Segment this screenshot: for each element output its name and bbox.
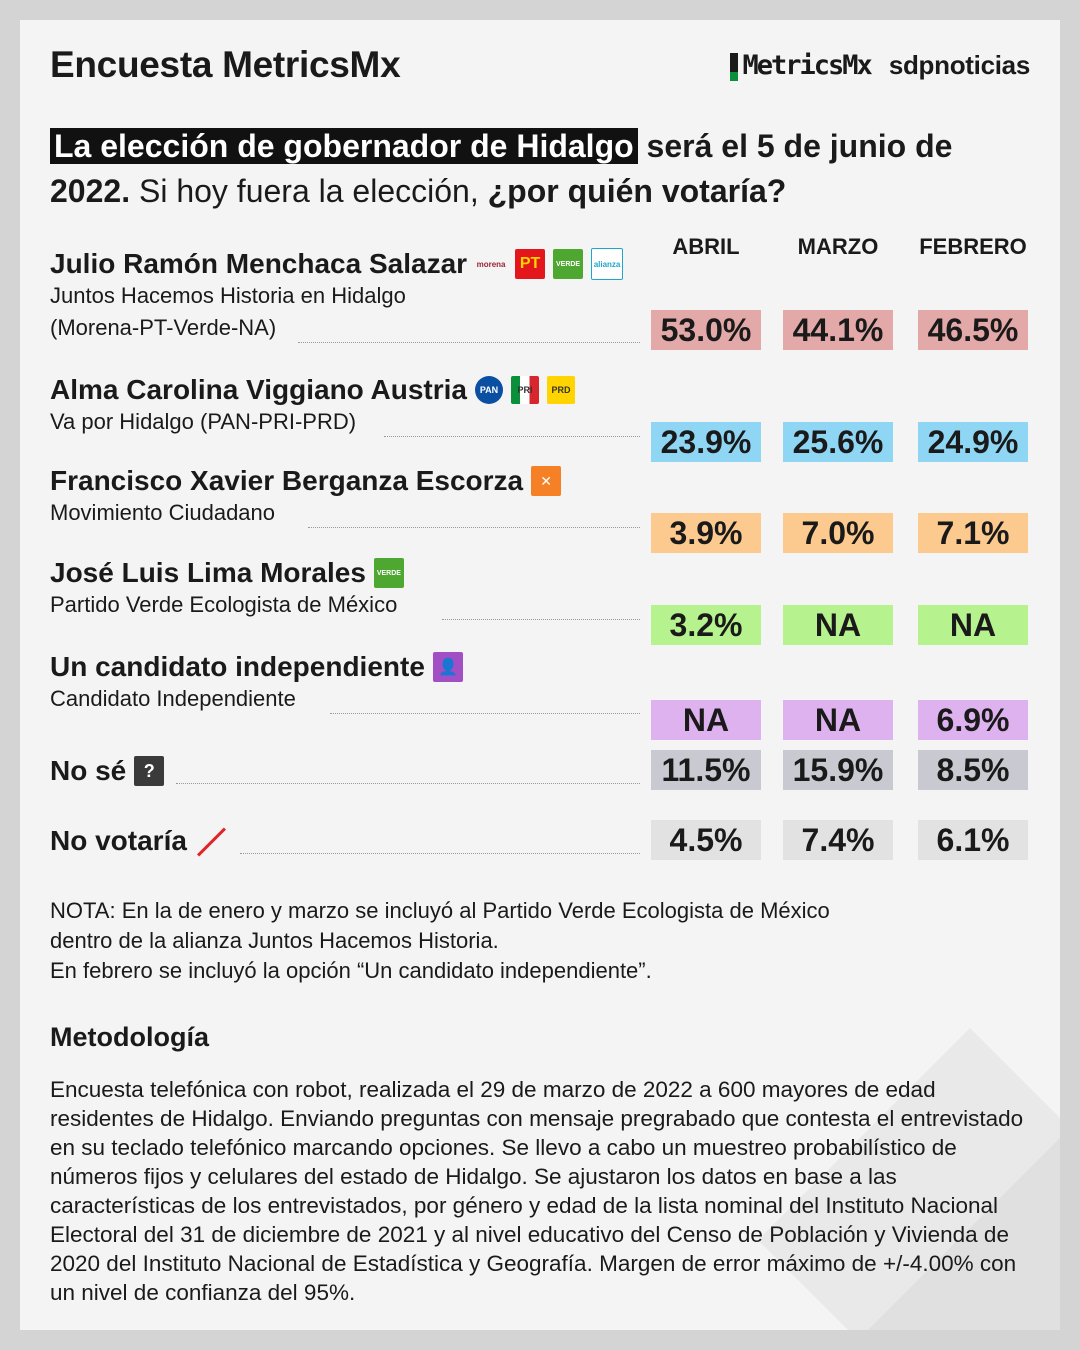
verde-icon: VERDE xyxy=(374,558,404,588)
alianza-icon: alianza xyxy=(591,248,623,280)
candidate-name xyxy=(50,557,640,589)
note-line: dentro de la alianza Juntos Hacemos Historia. xyxy=(50,928,499,953)
question-ask: ¿por quién votaría? xyxy=(487,173,787,209)
value-cell-febrero: 6.9% xyxy=(918,700,1028,740)
leader-dots xyxy=(330,713,640,714)
candidate-coalition: Partido Verde Ecologista de México xyxy=(50,592,398,617)
leader-dots xyxy=(384,436,640,437)
survey-card xyxy=(20,20,1060,1330)
candidate-name xyxy=(50,651,640,683)
value-cell-marzo: 15.9% xyxy=(783,750,893,790)
value-cell-febrero: 8.5% xyxy=(918,750,1028,790)
value-cell-abril: 11.5% xyxy=(651,750,761,790)
question-part: Si hoy fuera la elección, xyxy=(130,173,488,209)
morena-icon: morena xyxy=(476,259,506,269)
survey-title: Encuesta MetricsMx xyxy=(50,44,401,85)
value-cell-abril: NA xyxy=(651,700,761,740)
candidate-name xyxy=(50,248,640,280)
leader-dots xyxy=(308,527,640,528)
value-cell-abril: 3.9% xyxy=(651,513,761,553)
metricsmx-logo-text: MetricsMx xyxy=(742,50,871,81)
candidate-name xyxy=(50,374,640,406)
pt-icon: PT xyxy=(515,249,545,279)
pri-icon: PRI xyxy=(511,376,539,404)
value-cell-febrero: 24.9% xyxy=(918,422,1028,462)
survey-question xyxy=(50,124,1030,214)
value-cell-abril: 4.5% xyxy=(651,820,761,860)
note-line: NOTA: En la de enero y marzo se incluyó al Partido Verde Ecologista de México xyxy=(50,898,830,923)
value-cell-febrero: 7.1% xyxy=(918,513,1028,553)
value-cell-febrero: NA xyxy=(918,605,1028,645)
candidate-coalition: Candidato Independiente xyxy=(50,686,296,711)
independent-icon: 👤 xyxy=(433,652,463,682)
leader-dots xyxy=(240,853,640,854)
question-part: será el 5 de junio de xyxy=(637,128,953,164)
sdpnoticias-logo: sdpnoticias xyxy=(888,50,1030,80)
candidate-coalition: Va por Hidalgo (PAN-PRI-PRD) xyxy=(50,409,357,434)
verde-icon: VERDE xyxy=(553,249,583,279)
question-highlight: La elección de gobernador de Hidalgo xyxy=(50,128,638,164)
value-cell-marzo: NA xyxy=(783,605,893,645)
value-cell-marzo: NA xyxy=(783,700,893,740)
note-line: En febrero se incluyó la opción “Un candidato independiente”. xyxy=(50,958,652,983)
candidate-name-text: Julio Ramón Menchaca Salazar xyxy=(50,248,468,279)
metricsmx-logo xyxy=(730,50,871,81)
candidate-name-text: Un candidato independiente xyxy=(50,651,425,682)
flag-icon xyxy=(730,53,738,81)
no-vote-icon xyxy=(195,825,227,857)
candidate-parties: (Morena-PT-Verde-NA) xyxy=(50,315,277,340)
methodology-title: Metodología xyxy=(50,1022,209,1052)
value-cell-abril: 3.2% xyxy=(651,605,761,645)
candidate-coalition: Movimiento Ciudadano xyxy=(50,500,276,525)
candidate-row-independiente xyxy=(50,651,640,715)
candidate-coalition: Juntos Hacemos Historia en Hidalgo xyxy=(50,283,406,308)
column-header-febrero: FEBRERO xyxy=(919,234,1027,259)
value-cell-marzo: 25.6% xyxy=(783,422,893,462)
option-name-text: No votaría xyxy=(50,825,187,856)
methodology-text: Encuesta telefónica con robot, realizada el 29 de marzo de 2022 a 600 mayores de edad residentes de Hidalgo. Enviando preguntas con mensaje pregrabado que contesta el entrevistado en su teclado telefónico marcando opciones. Se llevo a cabo un muestreo probabilístico de números fijos y celulares del estado de Hidalgo. Se ajustaron los datos en base a las características de los entrevistados, por género y edad de la lista nominal del Instituto Nacional Electoral del 31 de diciembre de 2021 y al nivel educativo del Censo de Población y Vivienda de 2020 del Instituto Nacional de Estadística y Geografía. Margen de error máximo de +/-4.00% con un nivel de confianza del 95%. xyxy=(50,1077,1024,1305)
leader-dots xyxy=(442,619,640,620)
movimiento-ciudadano-icon: ✕ xyxy=(531,466,561,496)
candidate-row-viggiano xyxy=(50,374,640,438)
logos xyxy=(730,50,1031,81)
leader-dots xyxy=(298,342,640,343)
leader-dots xyxy=(176,783,640,784)
candidate-name-text: Francisco Xavier Berganza Escorza xyxy=(50,465,524,496)
value-cell-febrero: 46.5% xyxy=(918,310,1028,350)
column-header-marzo: MARZO xyxy=(797,234,879,259)
pan-icon: PAN xyxy=(475,376,503,404)
prd-icon: PRD xyxy=(547,376,575,404)
candidate-row-menchaca xyxy=(50,248,640,344)
candidate-name xyxy=(50,465,640,497)
note xyxy=(50,896,1010,986)
value-cell-abril: 53.0% xyxy=(651,310,761,350)
value-cell-febrero: 6.1% xyxy=(918,820,1028,860)
value-cell-marzo: 7.4% xyxy=(783,820,893,860)
value-cell-marzo: 7.0% xyxy=(783,513,893,553)
candidate-name-text: José Luis Lima Morales xyxy=(50,557,366,588)
question-icon: ? xyxy=(134,756,164,786)
question-year: 2022. xyxy=(50,173,131,209)
option-name-text: No sé xyxy=(50,755,127,786)
candidate-row-berganza xyxy=(50,465,640,529)
candidate-row-lima xyxy=(50,557,640,621)
value-cell-marzo: 44.1% xyxy=(783,310,893,350)
column-header-abril: ABRIL xyxy=(672,234,740,259)
candidate-name-text: Alma Carolina Viggiano Austria xyxy=(50,374,467,405)
value-cell-abril: 23.9% xyxy=(651,422,761,462)
